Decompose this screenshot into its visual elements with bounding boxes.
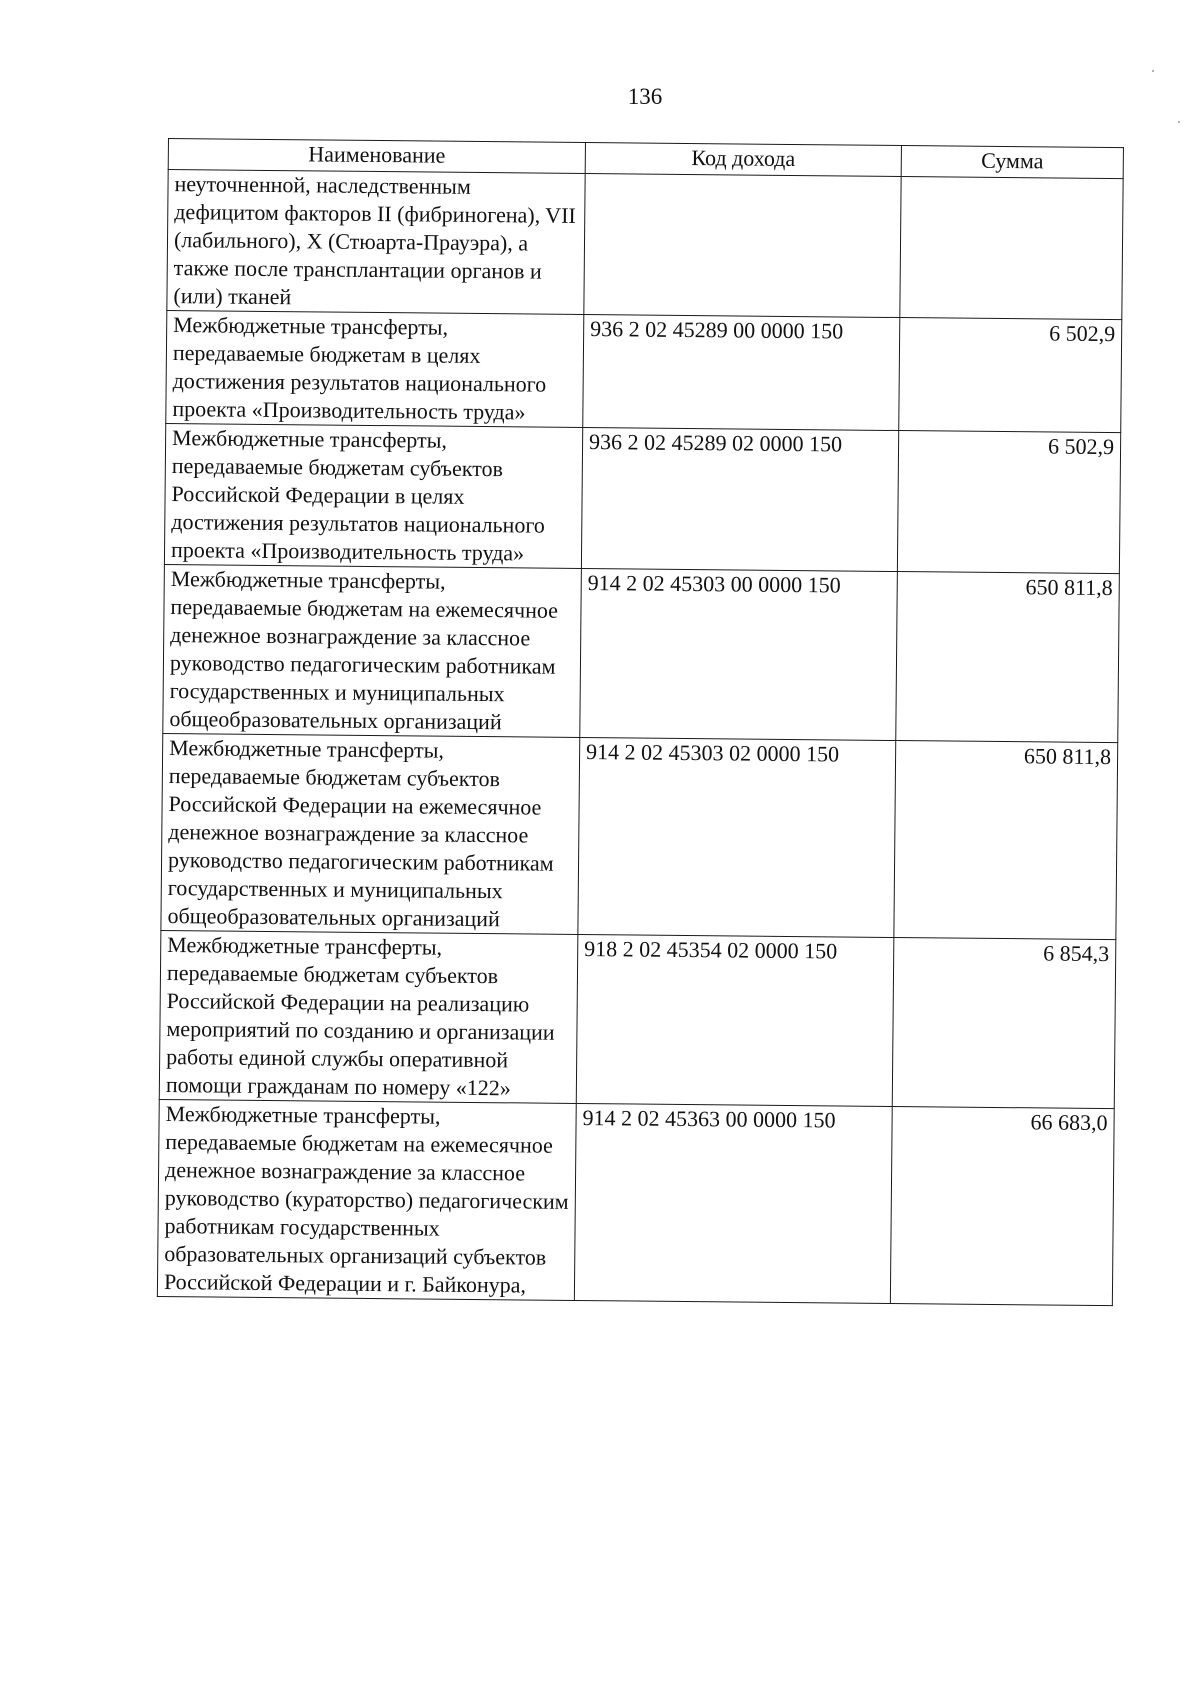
scan-speck bbox=[1152, 70, 1154, 72]
row-name: Межбюджетные трансферты, передаваемые бюджетам субъектов Российской Федерации на реализацию мероприятий по созданию и организации работы единой службы оперативной помощи гражданам по номеру «122» bbox=[159, 930, 578, 1103]
row-name: Межбюджетные трансферты, передаваемые бюджетам на ежемесячное денежное вознаграждение за классное руководство педагогическим работникам государственных и муниципальных общеобразовательных организаций bbox=[163, 564, 582, 737]
table-row bbox=[159, 930, 1116, 1108]
row-code bbox=[584, 174, 901, 318]
row-sum: 6 854,3 bbox=[892, 938, 1116, 1109]
row-sum: 66 683,0 bbox=[890, 1106, 1114, 1305]
row-code: 936 2 02 45289 00 0000 150 bbox=[583, 314, 900, 430]
row-name: Межбюджетные трансферты, передаваемые бюджетам в целях достижения результатов национального проекта «Производительность труда» bbox=[166, 310, 584, 427]
row-code: 914 2 02 45303 00 0000 150 bbox=[580, 568, 898, 740]
scan-speck bbox=[1178, 121, 1180, 123]
header-code: Код дохода bbox=[585, 143, 901, 177]
header-sum: Сумма bbox=[901, 146, 1123, 179]
row-code: 918 2 02 45354 02 0000 150 bbox=[576, 934, 894, 1106]
header-name: Наименование bbox=[168, 139, 585, 174]
page-number: 136 bbox=[627, 84, 663, 109]
row-code: 914 2 02 45363 00 0000 150 bbox=[574, 1103, 892, 1303]
row-code: 914 2 02 45303 02 0000 150 bbox=[578, 737, 896, 937]
table-row bbox=[164, 423, 1120, 573]
table-row bbox=[161, 733, 1118, 939]
row-sum: 6 502,9 bbox=[897, 431, 1120, 574]
row-sum: 650 811,8 bbox=[896, 572, 1120, 743]
row-sum bbox=[900, 177, 1123, 320]
table-row bbox=[166, 310, 1122, 432]
row-code: 936 2 02 45289 02 0000 150 bbox=[581, 427, 898, 571]
row-name: Межбюджетные трансферты, передаваемые бюджетам субъектов Российской Федерации в целях достижения результатов национального проекта «Производительность труда» bbox=[164, 423, 582, 568]
revenue-table bbox=[157, 138, 1124, 1306]
row-name: неуточненной, наследственным дефицитом факторов II (фибриногена), VII (лабильного), X (Стюарта-Прауэра), а также после трансплантации органов и (или) тканей bbox=[167, 170, 585, 315]
table-row bbox=[163, 564, 1120, 742]
table-row bbox=[157, 1099, 1114, 1305]
row-name: Межбюджетные трансферты, передаваемые бюджетам субъектов Российской Федерации на ежемесячное денежное вознаграждение за классное руководство педагогическим работникам государственных и муниципальных общеобразовательных организаций bbox=[161, 733, 580, 934]
row-sum: 650 811,8 bbox=[894, 741, 1118, 940]
table-row bbox=[167, 170, 1123, 320]
row-sum: 6 502,9 bbox=[899, 318, 1122, 433]
row-name: Межбюджетные трансферты, передаваемые бюджетам на ежемесячное денежное вознаграждение за классное руководство (кураторство) педагогическим работникам государственных образовательных организаций субъектов Российской Федерации и г. Байконура, bbox=[157, 1099, 576, 1300]
